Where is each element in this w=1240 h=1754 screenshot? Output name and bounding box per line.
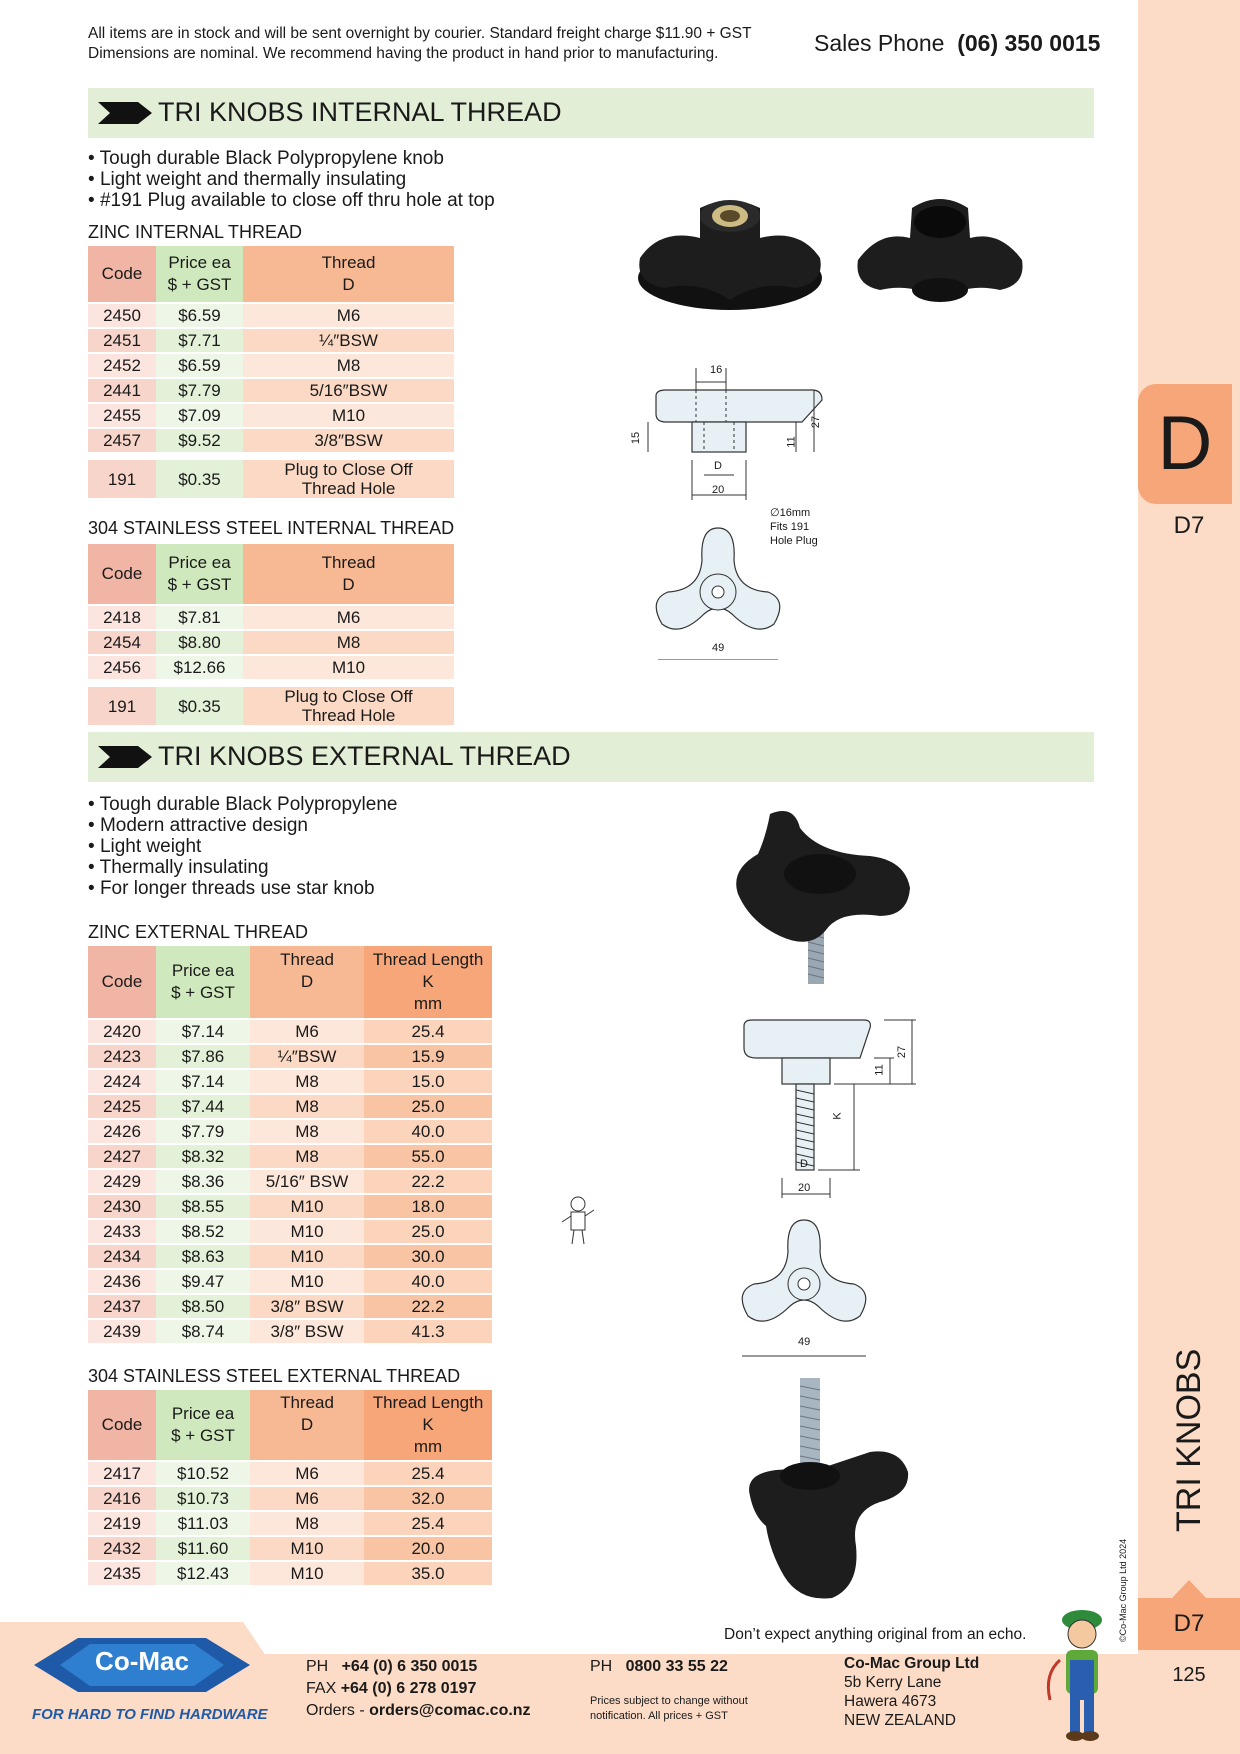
dim-d: D xyxy=(714,460,722,472)
cell-code: 2417 xyxy=(88,1462,156,1485)
col-length-line3: mm xyxy=(413,1437,443,1456)
cell-length: 25.0 xyxy=(364,1220,492,1243)
col-thread-line2: D xyxy=(300,972,314,991)
zinc-external-table xyxy=(88,944,492,1345)
table-row xyxy=(88,1170,492,1193)
table-row xyxy=(88,429,454,452)
internal-section-banner xyxy=(88,88,1094,138)
cell-code: 2425 xyxy=(88,1095,156,1118)
cell-price: $7.71 xyxy=(156,329,243,352)
fax-label: FAX xyxy=(306,1680,337,1697)
cell-length: 40.0 xyxy=(364,1270,492,1293)
notice-line-1: All items are in stock and will be sent overnight by courier. Standard freight charge $11.90 + GST xyxy=(88,25,752,42)
cell-code: 2435 xyxy=(88,1562,156,1585)
cell-thread: M10 xyxy=(250,1270,364,1293)
cell-length: 25.4 xyxy=(364,1462,492,1485)
fax-line xyxy=(306,1678,531,1700)
cell-price: $9.52 xyxy=(156,429,243,452)
col-price-line1: Price ea xyxy=(171,1404,235,1423)
table-row xyxy=(88,1245,492,1268)
cell-plug-desc xyxy=(243,687,454,725)
external-section-title: TRI KNOBS EXTERNAL THREAD xyxy=(158,741,571,771)
ext-dim-20: 20 xyxy=(798,1182,811,1194)
cell-code: 2418 xyxy=(88,606,156,629)
cell-code: 2436 xyxy=(88,1270,156,1293)
orders-line xyxy=(306,1700,531,1722)
cell-price: $8.74 xyxy=(156,1320,250,1343)
internal-top-view-drawing xyxy=(648,520,788,660)
col-price-line2: $ + GST xyxy=(167,275,232,294)
cell-thread: ¼″BSW xyxy=(243,329,454,352)
col-length-line2: K xyxy=(422,972,434,991)
cell-price: $7.14 xyxy=(156,1020,250,1043)
cell-price: $7.14 xyxy=(156,1070,250,1093)
cell-length: 15.0 xyxy=(364,1070,492,1093)
spacer-row xyxy=(88,454,454,458)
cell-code: 2451 xyxy=(88,329,156,352)
tri-knob-external-photo xyxy=(730,804,920,990)
cell-thread: M6 xyxy=(250,1462,364,1485)
plug-desc-line2: Thread Hole xyxy=(301,706,396,725)
external-section-banner xyxy=(88,732,1094,782)
cell-thread: M8 xyxy=(250,1120,364,1143)
ext-dim-49: 49 xyxy=(798,1336,811,1348)
col-length-line3: mm xyxy=(413,994,443,1013)
table-row xyxy=(88,656,454,679)
cell-thread: M10 xyxy=(250,1220,364,1243)
table-row xyxy=(88,1270,492,1293)
cell-price: $11.60 xyxy=(156,1537,250,1560)
table-row xyxy=(88,404,454,427)
copyright-note: ©Co-Mac Group Ltd 2024 xyxy=(1118,1538,1128,1642)
table-row xyxy=(88,1487,492,1510)
cell-price: $8.36 xyxy=(156,1170,250,1193)
cell-length: 25.4 xyxy=(364,1020,492,1043)
cell-thread: M8 xyxy=(250,1145,364,1168)
stainless-internal-title: 304 STAINLESS STEEL INTERNAL THREAD xyxy=(88,518,455,538)
plug-row xyxy=(88,687,454,725)
hole-note-line3: Hole Plug xyxy=(770,535,818,547)
table-header-row xyxy=(88,544,454,604)
col-price-line2: $ + GST xyxy=(167,575,232,594)
cell-length: 22.2 xyxy=(364,1295,492,1318)
cell-code: 2455 xyxy=(88,404,156,427)
table-row xyxy=(88,1195,492,1218)
sales-phone-label: Sales Phone xyxy=(814,30,945,56)
cell-code: 2427 xyxy=(88,1145,156,1168)
cell-length: 18.0 xyxy=(364,1195,492,1218)
sales-phone-number: (06) 350 0015 xyxy=(957,30,1101,56)
list-item: • Tough durable Black Polypropylene knob xyxy=(88,148,495,169)
list-item: • Tough durable Black Polypropylene xyxy=(88,794,397,815)
cell-code: 2423 xyxy=(88,1045,156,1068)
ext-dim-d: D xyxy=(800,1158,808,1170)
ext-dim-27: 27 xyxy=(896,1045,909,1059)
col-thread-line1: Thread xyxy=(321,553,376,572)
cell-code: 2424 xyxy=(88,1070,156,1093)
cell-code: 2419 xyxy=(88,1512,156,1535)
phone-line xyxy=(306,1656,531,1678)
cell-thread: M10 xyxy=(243,404,454,427)
company-name: Co-Mac Group Ltd xyxy=(844,1655,980,1672)
col-thread xyxy=(250,1390,364,1460)
section-tab-page: D7 xyxy=(1173,512,1205,539)
footer-quote: Don’t expect anything original from an echo. xyxy=(724,1626,1027,1643)
col-thread-line2: D xyxy=(342,575,355,594)
tagline: FOR HARD TO FIND HARDWARE xyxy=(32,1706,268,1723)
list-item: • Modern attractive design xyxy=(88,815,397,836)
table-row xyxy=(88,304,454,327)
col-code: Code xyxy=(88,946,156,1018)
contact-phones xyxy=(306,1656,531,1722)
hole-plug-note xyxy=(770,506,818,548)
cell-code: 2426 xyxy=(88,1120,156,1143)
table-row xyxy=(88,354,454,377)
col-thread xyxy=(250,946,364,1018)
arrow-icon xyxy=(98,746,152,768)
cell-price: $11.03 xyxy=(156,1512,250,1535)
cell-thread: 3/8″ BSW xyxy=(250,1320,364,1343)
cell-thread: 5/16″ BSW xyxy=(250,1170,364,1193)
cell-price: $6.59 xyxy=(156,304,243,327)
freephone xyxy=(590,1656,728,1678)
stainless-internal-table xyxy=(88,542,454,727)
mascot-plumber-icon xyxy=(1040,1604,1124,1744)
cell-price: $10.52 xyxy=(156,1462,250,1485)
cell-length: 41.3 xyxy=(364,1320,492,1343)
col-length-line1: Thread Length xyxy=(372,950,484,969)
cell-code: 2456 xyxy=(88,656,156,679)
cell-thread: M8 xyxy=(243,631,454,654)
cell-code: 2457 xyxy=(88,429,156,452)
cell-code: 2441 xyxy=(88,379,156,402)
cell-code: 2433 xyxy=(88,1220,156,1243)
col-price-line2: $ + GST xyxy=(171,983,235,1002)
stainless-external-table xyxy=(88,1388,492,1587)
cell-price: $7.81 xyxy=(156,606,243,629)
cell-code: 2437 xyxy=(88,1295,156,1318)
cell-price: $7.86 xyxy=(156,1045,250,1068)
cell-price: $0.35 xyxy=(156,460,243,498)
company-address xyxy=(844,1654,979,1730)
dim-27: 27 xyxy=(810,415,823,429)
cell-length: 55.0 xyxy=(364,1145,492,1168)
plug-desc-line2: Thread Hole xyxy=(301,479,396,498)
cell-thread: 3/8″BSW xyxy=(243,429,454,452)
cell-thread: M8 xyxy=(250,1070,364,1093)
cell-code: 2430 xyxy=(88,1195,156,1218)
cell-thread: M10 xyxy=(250,1245,364,1268)
cell-thread: M10 xyxy=(250,1562,364,1585)
table-row xyxy=(88,1070,492,1093)
col-length xyxy=(364,946,492,1018)
cell-price: $7.79 xyxy=(156,379,243,402)
dim-11: 11 xyxy=(785,436,798,448)
cell-thread: M6 xyxy=(250,1487,364,1510)
logo-text: Co-Mac xyxy=(95,1646,189,1676)
table-row xyxy=(88,1020,492,1043)
cell-price: $7.79 xyxy=(156,1120,250,1143)
bottom-tab-arrow xyxy=(1172,1580,1206,1598)
list-item: • #191 Plug available to close off thru hole at top xyxy=(88,190,495,211)
stainless-external-title: 304 STAINLESS STEEL EXTERNAL THREAD xyxy=(88,1366,461,1386)
cell-thread: M6 xyxy=(250,1020,364,1043)
col-thread-line1: Thread xyxy=(280,950,334,969)
vertical-section-title: TRI KNOBS xyxy=(1170,1348,1208,1532)
table-header-row xyxy=(88,946,492,1018)
address-line3: NEW ZEALAND xyxy=(844,1712,956,1729)
table-row xyxy=(88,1095,492,1118)
cartoon-man-icon xyxy=(560,1194,600,1246)
cell-code: 2434 xyxy=(88,1245,156,1268)
internal-bullets xyxy=(88,148,495,211)
cell-code: 2420 xyxy=(88,1020,156,1043)
col-length-line2: K xyxy=(422,1415,434,1434)
table-row xyxy=(88,1045,492,1068)
cell-price: $8.50 xyxy=(156,1295,250,1318)
cell-plug-desc xyxy=(243,460,454,498)
address-line2: Hawera 4673 xyxy=(844,1693,937,1710)
plug-row xyxy=(88,460,454,498)
phone-label: PH xyxy=(306,1658,329,1675)
col-price xyxy=(156,1390,250,1460)
internal-section-title: TRI KNOBS INTERNAL THREAD xyxy=(158,97,562,127)
table-row xyxy=(88,1562,492,1585)
list-item: • For longer threads use star knob xyxy=(88,878,397,899)
cell-price: $8.55 xyxy=(156,1195,250,1218)
cell-length: 22.2 xyxy=(364,1170,492,1193)
hole-note-line2: Fits 191 xyxy=(770,521,810,533)
cell-price: $12.43 xyxy=(156,1562,250,1585)
cell-code: 2429 xyxy=(88,1170,156,1193)
ext-dim-k: K xyxy=(831,1112,844,1120)
price-note-line1: Prices subject to change without xyxy=(590,1695,748,1707)
table-row xyxy=(88,1512,492,1535)
dim-16: 16 xyxy=(710,364,723,376)
col-thread-line2: D xyxy=(342,275,355,294)
col-thread-line1: Thread xyxy=(280,1393,334,1412)
cell-length: 32.0 xyxy=(364,1487,492,1510)
col-thread-line1: Thread xyxy=(321,253,376,272)
cell-length: 25.4 xyxy=(364,1512,492,1535)
plug-desc-line1: Plug to Close Off xyxy=(284,460,413,479)
table-row xyxy=(88,1537,492,1560)
dim-15: 15 xyxy=(630,431,643,445)
table-row xyxy=(88,379,454,402)
cell-length: 30.0 xyxy=(364,1245,492,1268)
stock-notice xyxy=(88,24,752,64)
col-thread-line2: D xyxy=(300,1415,314,1434)
cell-code: 191 xyxy=(88,460,156,498)
cell-price: $9.47 xyxy=(156,1270,250,1293)
table-row xyxy=(88,1462,492,1485)
table-row xyxy=(88,631,454,654)
cell-code: 191 xyxy=(88,687,156,725)
col-thread xyxy=(243,544,454,604)
sales-phone xyxy=(814,30,1100,57)
col-code: Code xyxy=(88,1390,156,1460)
cell-thread: M10 xyxy=(243,656,454,679)
cell-thread: M8 xyxy=(250,1512,364,1535)
col-price-line1: Price ea xyxy=(171,961,235,980)
cell-code: 2432 xyxy=(88,1537,156,1560)
table-row xyxy=(88,1220,492,1243)
cell-thread: M8 xyxy=(243,354,454,377)
page-number: 125 xyxy=(1172,1664,1206,1686)
dim-49: 49 xyxy=(712,642,725,654)
list-item: • Light weight and thermally insulating xyxy=(88,169,495,190)
cell-thread: M6 xyxy=(243,606,454,629)
cell-price: $0.35 xyxy=(156,687,243,725)
orders-label: Orders - xyxy=(306,1702,365,1719)
hole-note-line1: ∅16mm xyxy=(770,507,811,519)
table-header-row xyxy=(88,1390,492,1460)
cell-price: $6.59 xyxy=(156,354,243,377)
table-row xyxy=(88,1320,492,1343)
table-header-row xyxy=(88,246,454,302)
tri-knob-internal-photo-2 xyxy=(850,190,1030,320)
cell-thread: ¼″BSW xyxy=(250,1045,364,1068)
table-row xyxy=(88,329,454,352)
cell-price: $8.52 xyxy=(156,1220,250,1243)
tri-knob-external-photo-2 xyxy=(740,1376,930,1606)
col-code: Code xyxy=(88,544,156,604)
cell-thread: 5/16″BSW xyxy=(243,379,454,402)
tri-knob-internal-photo xyxy=(630,188,830,318)
spacer-row xyxy=(88,681,454,685)
ext-dim-11: 11 xyxy=(873,1064,886,1076)
dim-20: 20 xyxy=(712,484,725,496)
col-price-line2: $ + GST xyxy=(171,1426,235,1445)
list-item: • Light weight xyxy=(88,836,397,857)
cell-thread: M6 xyxy=(243,304,454,327)
price-note xyxy=(590,1694,748,1724)
col-length-line1: Thread Length xyxy=(372,1393,484,1412)
cell-price: $12.66 xyxy=(156,656,243,679)
cell-code: 2454 xyxy=(88,631,156,654)
price-note-line2: notification. All prices + GST xyxy=(590,1710,728,1722)
zinc-internal-table xyxy=(88,244,454,500)
bottom-tab-label: D7 xyxy=(1173,1610,1205,1637)
cell-price: $10.73 xyxy=(156,1487,250,1510)
external-bullets xyxy=(88,794,397,899)
col-price-line1: Price ea xyxy=(168,553,231,572)
freephone-label: PH xyxy=(590,1658,613,1675)
cell-code: 2450 xyxy=(88,304,156,327)
cell-code: 2416 xyxy=(88,1487,156,1510)
cell-thread: M8 xyxy=(250,1095,364,1118)
col-price xyxy=(156,946,250,1018)
cell-price: $7.09 xyxy=(156,404,243,427)
zinc-external-title: ZINC EXTERNAL THREAD xyxy=(88,922,309,942)
section-tab-letter: D xyxy=(1157,401,1213,486)
list-item: • Thermally insulating xyxy=(88,857,397,878)
zinc-internal-title: ZINC INTERNAL THREAD xyxy=(88,222,303,242)
cell-thread: 3/8″ BSW xyxy=(250,1295,364,1318)
col-price xyxy=(156,246,243,302)
table-row xyxy=(88,1120,492,1143)
internal-side-view-drawing xyxy=(626,360,846,508)
table-row xyxy=(88,606,454,629)
col-price-line1: Price ea xyxy=(168,253,231,272)
cell-length: 25.0 xyxy=(364,1095,492,1118)
table-row xyxy=(88,1145,492,1168)
plug-desc-line1: Plug to Close Off xyxy=(284,687,413,706)
col-thread xyxy=(243,246,454,302)
cell-length: 40.0 xyxy=(364,1120,492,1143)
freephone-number[interactable]: 0800 33 55 22 xyxy=(625,1658,728,1675)
cell-code: 2439 xyxy=(88,1320,156,1343)
address-line1: 5b Kerry Lane xyxy=(844,1674,942,1691)
table-row xyxy=(88,1295,492,1318)
cell-length: 35.0 xyxy=(364,1562,492,1585)
cell-length: 20.0 xyxy=(364,1537,492,1560)
orders-email-link[interactable]: orders@comac.co.nz xyxy=(369,1702,531,1719)
arrow-icon xyxy=(98,102,152,124)
cell-price: $8.63 xyxy=(156,1245,250,1268)
notice-line-2: Dimensions are nominal. We recommend having the product in hand prior to manufacturing. xyxy=(88,45,719,62)
phone-number[interactable]: +64 (0) 6 350 0015 xyxy=(341,1658,478,1675)
col-length xyxy=(364,1390,492,1460)
cell-price: $8.32 xyxy=(156,1145,250,1168)
fax-number: +64 (0) 6 278 0197 xyxy=(340,1680,477,1697)
col-code: Code xyxy=(88,246,156,302)
cell-price: $7.44 xyxy=(156,1095,250,1118)
cell-price: $8.80 xyxy=(156,631,243,654)
col-price xyxy=(156,544,243,604)
cell-thread: M10 xyxy=(250,1195,364,1218)
cell-length: 15.9 xyxy=(364,1045,492,1068)
cell-thread: M10 xyxy=(250,1537,364,1560)
cell-code: 2452 xyxy=(88,354,156,377)
